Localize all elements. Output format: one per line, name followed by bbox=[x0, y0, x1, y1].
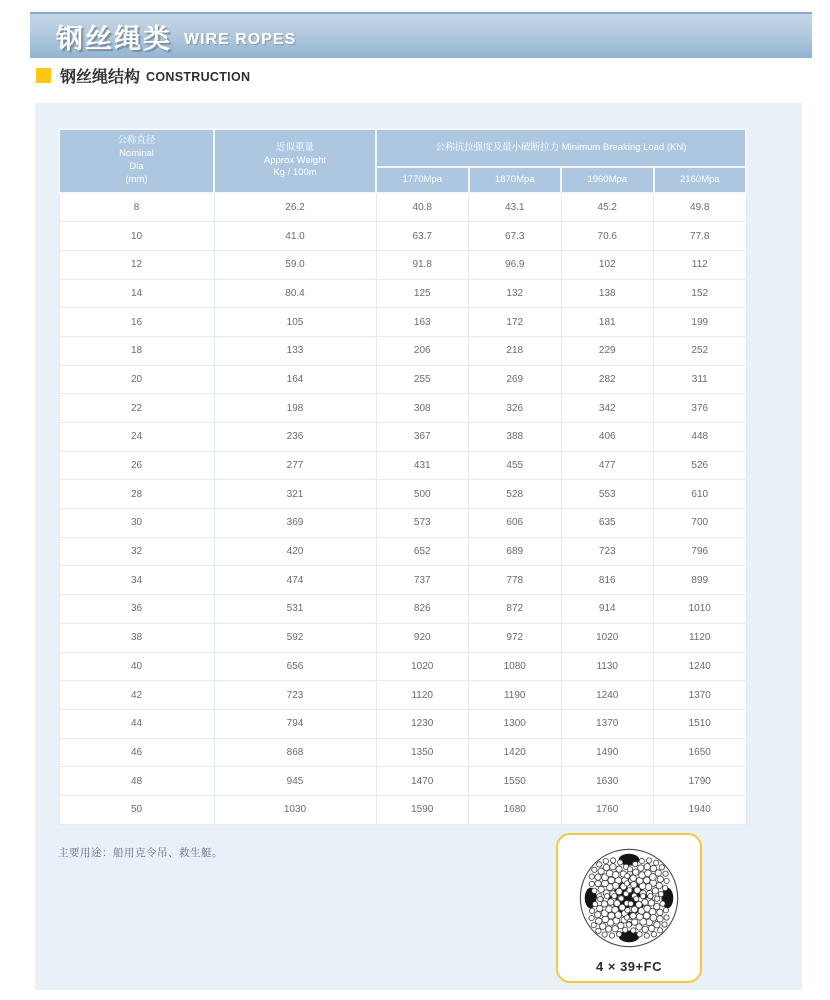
banner-title-en: WIRE ROPES bbox=[184, 31, 297, 48]
cell-load-1770: 1230 bbox=[376, 709, 469, 738]
cell-load-1770: 920 bbox=[376, 623, 469, 652]
cell-load-1770: 40.8 bbox=[376, 193, 469, 222]
cell-weight: 531 bbox=[214, 595, 376, 624]
cell-weight: 198 bbox=[214, 394, 376, 423]
cell-load-1960: 1130 bbox=[561, 652, 654, 681]
cell-diameter: 40 bbox=[59, 652, 214, 681]
cell-load-2160: 252 bbox=[654, 336, 747, 365]
cell-load-2160: 1510 bbox=[654, 709, 747, 738]
cell-diameter: 10 bbox=[59, 222, 214, 251]
yellow-bullet-icon bbox=[36, 68, 51, 83]
cell-weight: 321 bbox=[214, 480, 376, 509]
table-row bbox=[59, 709, 746, 738]
cell-weight: 723 bbox=[214, 681, 376, 710]
cell-load-1870: 606 bbox=[469, 509, 562, 538]
table-row bbox=[59, 509, 746, 538]
cell-load-1770: 826 bbox=[376, 595, 469, 624]
cell-weight: 133 bbox=[214, 336, 376, 365]
cell-weight: 164 bbox=[214, 365, 376, 394]
table-row bbox=[59, 767, 746, 796]
cell-load-1960: 914 bbox=[561, 595, 654, 624]
cell-load-1960: 1760 bbox=[561, 795, 654, 824]
cell-weight: 105 bbox=[214, 308, 376, 337]
cell-weight: 236 bbox=[214, 423, 376, 452]
cell-load-2160: 796 bbox=[654, 537, 747, 566]
cell-load-1770: 500 bbox=[376, 480, 469, 509]
cell-load-1960: 1020 bbox=[561, 623, 654, 652]
cell-load-1770: 1350 bbox=[376, 738, 469, 767]
cell-load-1870: 778 bbox=[469, 566, 562, 595]
cell-load-1960: 138 bbox=[561, 279, 654, 308]
cell-load-1960: 282 bbox=[561, 365, 654, 394]
cell-weight: 26.2 bbox=[214, 193, 376, 222]
cell-load-1960: 1240 bbox=[561, 681, 654, 710]
cell-load-1960: 723 bbox=[561, 537, 654, 566]
cell-load-1870: 1300 bbox=[469, 709, 562, 738]
wire-rope-spec-table bbox=[58, 128, 747, 825]
cell-load-2160: 376 bbox=[654, 394, 747, 423]
cell-load-1770: 125 bbox=[376, 279, 469, 308]
cell-weight: 41.0 bbox=[214, 222, 376, 251]
cell-diameter: 38 bbox=[59, 623, 214, 652]
cell-load-1870: 1680 bbox=[469, 795, 562, 824]
cell-load-1960: 1490 bbox=[561, 738, 654, 767]
table-row bbox=[59, 566, 746, 595]
rope-construction-label: 4 × 39+FC bbox=[596, 959, 662, 974]
cell-load-1770: 431 bbox=[376, 451, 469, 480]
cell-diameter: 32 bbox=[59, 537, 214, 566]
rope-cross-section-card bbox=[556, 833, 702, 983]
cell-weight: 656 bbox=[214, 652, 376, 681]
header-grade-2160: 2160Mpa bbox=[654, 167, 747, 193]
cell-diameter: 44 bbox=[59, 709, 214, 738]
table-row bbox=[59, 681, 746, 710]
cell-load-2160: 448 bbox=[654, 423, 747, 452]
cell-load-1960: 1370 bbox=[561, 709, 654, 738]
header-grade-1870: 1870Mpa bbox=[469, 167, 562, 193]
cell-weight: 592 bbox=[214, 623, 376, 652]
header-nominal-dia bbox=[59, 129, 214, 193]
table-row bbox=[59, 308, 746, 337]
cell-load-2160: 199 bbox=[654, 308, 747, 337]
cell-diameter: 30 bbox=[59, 509, 214, 538]
cell-load-1770: 255 bbox=[376, 365, 469, 394]
cell-weight: 80.4 bbox=[214, 279, 376, 308]
cell-load-1870: 132 bbox=[469, 279, 562, 308]
cell-diameter: 20 bbox=[59, 365, 214, 394]
cell-load-2160: 700 bbox=[654, 509, 747, 538]
table-row bbox=[59, 336, 746, 365]
cell-load-2160: 1790 bbox=[654, 767, 747, 796]
cell-load-1870: 96.9 bbox=[469, 250, 562, 279]
cell-load-1770: 206 bbox=[376, 336, 469, 365]
table-row bbox=[59, 795, 746, 824]
cell-diameter: 28 bbox=[59, 480, 214, 509]
cell-load-2160: 899 bbox=[654, 566, 747, 595]
table-row bbox=[59, 222, 746, 251]
cell-weight: 277 bbox=[214, 451, 376, 480]
table-row bbox=[59, 480, 746, 509]
cell-weight: 868 bbox=[214, 738, 376, 767]
cell-load-1960: 342 bbox=[561, 394, 654, 423]
table-row bbox=[59, 595, 746, 624]
table-row bbox=[59, 250, 746, 279]
cell-load-1770: 737 bbox=[376, 566, 469, 595]
cell-diameter: 18 bbox=[59, 336, 214, 365]
cell-load-2160: 1650 bbox=[654, 738, 747, 767]
cell-load-1960: 70.6 bbox=[561, 222, 654, 251]
cell-load-1960: 229 bbox=[561, 336, 654, 365]
table-body bbox=[59, 193, 746, 824]
cell-diameter: 12 bbox=[59, 250, 214, 279]
cell-weight: 474 bbox=[214, 566, 376, 595]
cell-load-2160: 152 bbox=[654, 279, 747, 308]
cell-load-2160: 1370 bbox=[654, 681, 747, 710]
cell-load-1870: 67.3 bbox=[469, 222, 562, 251]
header-dia-en2: Dia bbox=[129, 161, 144, 172]
cell-load-1770: 163 bbox=[376, 308, 469, 337]
cell-weight: 420 bbox=[214, 537, 376, 566]
cell-load-1770: 308 bbox=[376, 394, 469, 423]
cell-load-1960: 553 bbox=[561, 480, 654, 509]
cell-load-2160: 1240 bbox=[654, 652, 747, 681]
cell-load-1870: 1190 bbox=[469, 681, 562, 710]
cell-diameter: 42 bbox=[59, 681, 214, 710]
cell-diameter: 46 bbox=[59, 738, 214, 767]
cell-load-1870: 172 bbox=[469, 308, 562, 337]
cell-load-1960: 102 bbox=[561, 250, 654, 279]
cell-load-2160: 77.8 bbox=[654, 222, 747, 251]
cell-weight: 794 bbox=[214, 709, 376, 738]
cell-load-1770: 1120 bbox=[376, 681, 469, 710]
section-heading bbox=[36, 64, 250, 87]
cell-load-1870: 1420 bbox=[469, 738, 562, 767]
cell-weight: 1030 bbox=[214, 795, 376, 824]
cell-load-1870: 43.1 bbox=[469, 193, 562, 222]
table-row bbox=[59, 623, 746, 652]
cell-load-1960: 1630 bbox=[561, 767, 654, 796]
usage-note: 主要用途：船用克令吊、救生艇。 bbox=[58, 847, 223, 859]
cell-load-1870: 872 bbox=[469, 595, 562, 624]
cell-load-1770: 91.8 bbox=[376, 250, 469, 279]
cell-diameter: 24 bbox=[59, 423, 214, 452]
cell-diameter: 14 bbox=[59, 279, 214, 308]
table-row bbox=[59, 394, 746, 423]
cell-load-1870: 218 bbox=[469, 336, 562, 365]
cell-load-1770: 1470 bbox=[376, 767, 469, 796]
section-title-en: CONSTRUCTION bbox=[146, 69, 251, 84]
cell-load-1960: 477 bbox=[561, 451, 654, 480]
header-breaking-load-group: 公称抗拉强度及最小破断拉力 Minimum Breaking Load (KN) bbox=[376, 129, 746, 167]
table-row bbox=[59, 365, 746, 394]
table-row bbox=[59, 423, 746, 452]
cell-load-1960: 181 bbox=[561, 308, 654, 337]
cell-load-2160: 526 bbox=[654, 451, 747, 480]
cell-load-2160: 1120 bbox=[654, 623, 747, 652]
page-banner bbox=[30, 12, 812, 58]
cell-weight: 59.0 bbox=[214, 250, 376, 279]
header-dia-en1: Nominal bbox=[119, 148, 154, 160]
header-dia-cn: 公称直径 bbox=[117, 135, 156, 147]
cell-load-1770: 1590 bbox=[376, 795, 469, 824]
cell-weight: 945 bbox=[214, 767, 376, 796]
cell-load-2160: 49.8 bbox=[654, 193, 747, 222]
cell-load-1870: 972 bbox=[469, 623, 562, 652]
cell-load-1770: 573 bbox=[376, 509, 469, 538]
table-row bbox=[59, 279, 746, 308]
cell-diameter: 34 bbox=[59, 566, 214, 595]
cell-diameter: 36 bbox=[59, 595, 214, 624]
cell-load-1960: 406 bbox=[561, 423, 654, 452]
cell-load-1770: 1020 bbox=[376, 652, 469, 681]
content-panel bbox=[35, 103, 802, 990]
cell-load-1770: 63.7 bbox=[376, 222, 469, 251]
cell-load-1960: 635 bbox=[561, 509, 654, 538]
cell-load-2160: 112 bbox=[654, 250, 747, 279]
cell-load-1870: 1550 bbox=[469, 767, 562, 796]
cell-diameter: 48 bbox=[59, 767, 214, 796]
cell-diameter: 8 bbox=[59, 193, 214, 222]
cell-load-1870: 528 bbox=[469, 480, 562, 509]
cell-load-1960: 45.2 bbox=[561, 193, 654, 222]
table-row bbox=[59, 738, 746, 767]
cell-diameter: 50 bbox=[59, 795, 214, 824]
header-weight-cn: 近似重量 bbox=[275, 141, 314, 153]
table-row bbox=[59, 193, 746, 222]
cell-load-1870: 455 bbox=[469, 451, 562, 480]
cell-load-1870: 269 bbox=[469, 365, 562, 394]
rope-cross-section-icon bbox=[570, 839, 688, 957]
cell-diameter: 22 bbox=[59, 394, 214, 423]
cell-load-2160: 1940 bbox=[654, 795, 747, 824]
header-grade-1960: 1960Mpa bbox=[561, 167, 654, 193]
table-row bbox=[59, 652, 746, 681]
cell-load-1770: 652 bbox=[376, 537, 469, 566]
cell-load-1870: 689 bbox=[469, 537, 562, 566]
cell-load-2160: 311 bbox=[654, 365, 747, 394]
cell-diameter: 26 bbox=[59, 451, 214, 480]
cell-load-2160: 610 bbox=[654, 480, 747, 509]
header-weight-en: Approx Weight bbox=[263, 154, 327, 166]
cell-load-1870: 326 bbox=[469, 394, 562, 423]
cell-diameter: 16 bbox=[59, 308, 214, 337]
cell-load-1960: 816 bbox=[561, 566, 654, 595]
cell-weight: 369 bbox=[214, 509, 376, 538]
header-approx-weight bbox=[214, 129, 376, 193]
cell-load-2160: 1010 bbox=[654, 595, 747, 624]
cell-load-1870: 388 bbox=[469, 423, 562, 452]
banner-title-cn: 钢丝绳类 bbox=[56, 23, 172, 54]
table-row bbox=[59, 451, 746, 480]
section-title-cn: 钢丝绳结构 bbox=[60, 69, 141, 86]
header-weight-unit: Kg / 100m bbox=[273, 167, 317, 179]
header-grade-1770: 1770Mpa bbox=[376, 167, 469, 193]
table-row bbox=[59, 537, 746, 566]
cell-load-1870: 1080 bbox=[469, 652, 562, 681]
header-dia-unit: (mm) bbox=[125, 173, 148, 185]
cell-load-1770: 367 bbox=[376, 423, 469, 452]
